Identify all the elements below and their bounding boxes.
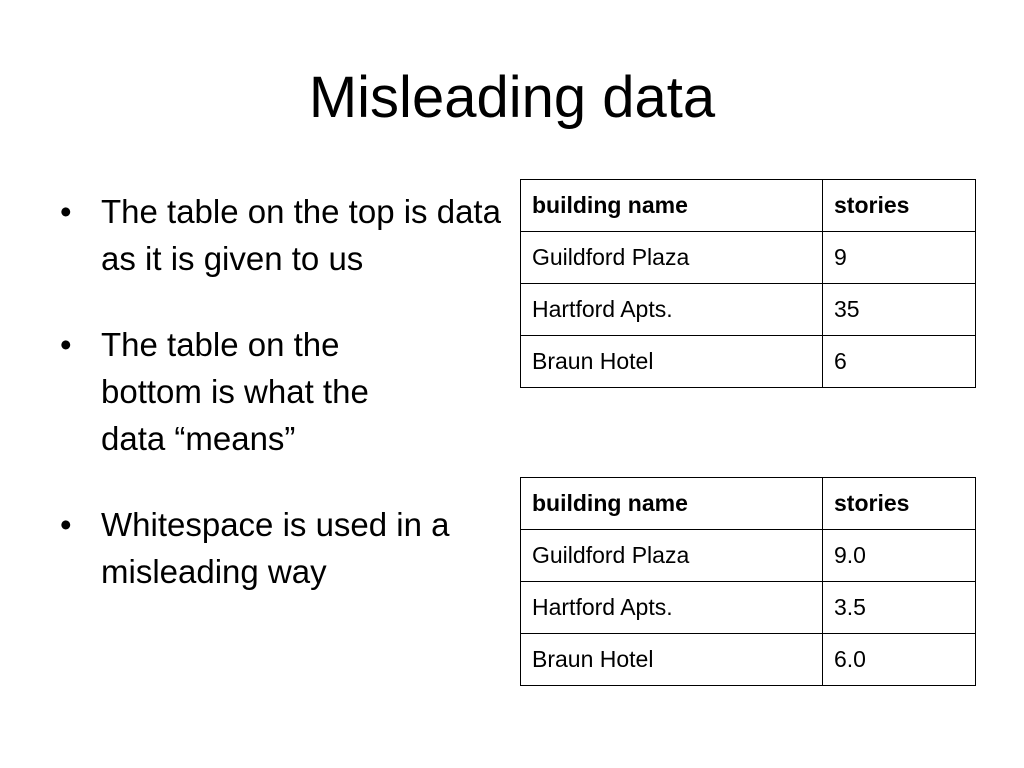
cell-building-name: Hartford Apts.	[521, 284, 823, 336]
bullet-dot-icon: •	[60, 326, 72, 363]
bullet-list	[56, 188, 506, 634]
table-row	[521, 232, 976, 284]
table-row	[521, 530, 976, 582]
bullet-text: The table on the bottom is what the data “means”	[101, 326, 369, 457]
cell-building-name: Braun Hotel	[521, 336, 823, 388]
cell-stories: 3.5	[823, 582, 976, 634]
bullet-text: The table on the top is data as it is given to us	[101, 193, 501, 277]
bullet-item	[56, 321, 441, 462]
slide-title: Misleading data	[308, 65, 716, 130]
bullet-dot-icon: •	[60, 506, 72, 543]
cell-stories: 9.0	[823, 530, 976, 582]
column-header-building-name: building name	[521, 478, 823, 530]
bullet-item	[56, 188, 506, 282]
table-row	[521, 284, 976, 336]
column-header-stories: stories	[823, 478, 976, 530]
bullet-text: Whitespace is used in a misleading way	[101, 506, 450, 590]
raw-data-table	[520, 179, 976, 388]
table-row	[521, 336, 976, 388]
cell-stories: 6.0	[823, 634, 976, 686]
table-header-row	[521, 478, 976, 530]
table-row	[521, 634, 976, 686]
cell-stories: 9	[823, 232, 976, 284]
bullet-item	[56, 501, 506, 595]
meaning-data-table	[520, 477, 976, 686]
cell-building-name: Hartford Apts.	[521, 582, 823, 634]
column-header-building-name: building name	[521, 180, 823, 232]
cell-stories: 6	[823, 336, 976, 388]
table-header-row	[521, 180, 976, 232]
bullet-dot-icon: •	[60, 193, 72, 230]
table-row	[521, 582, 976, 634]
column-header-stories: stories	[823, 180, 976, 232]
cell-building-name: Braun Hotel	[521, 634, 823, 686]
cell-stories: 35	[823, 284, 976, 336]
cell-building-name: Guildford Plaza	[521, 232, 823, 284]
cell-building-name: Guildford Plaza	[521, 530, 823, 582]
